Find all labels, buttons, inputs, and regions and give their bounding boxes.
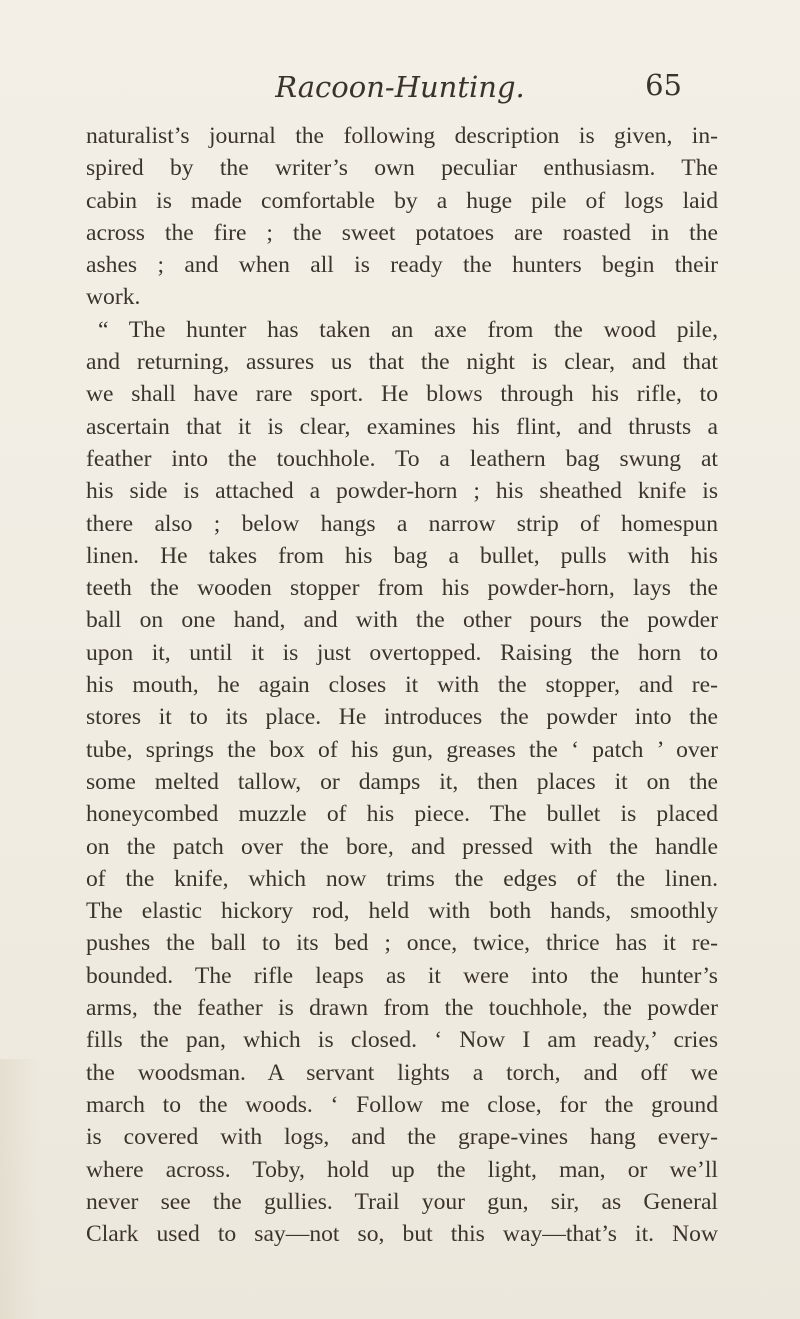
running-title: Racoon-Hunting. xyxy=(275,70,525,104)
text-line: fills the pan, which is closed. ‘ Now I am ready,’ cries xyxy=(86,1027,718,1054)
text-line: on the patch over the bore, and pressed with the handle xyxy=(86,833,718,860)
text-line: pushes the ball to its bed ; once, twice, thrice has it re- xyxy=(86,930,718,957)
text-line: bounded. The rifle leaps as it were into the hunter’s xyxy=(86,962,718,989)
text-line: of the knife, which now trims the edges of the linen. xyxy=(86,865,718,892)
text-line: some melted tallow, or damps it, then places it on the xyxy=(86,768,718,795)
text-line: is covered with logs, and the grape-vines hang every- xyxy=(86,1124,718,1151)
text-line: never see the gullies. Trail your gun, sir, as General xyxy=(86,1188,718,1215)
text-line: there also ; below hangs a narrow strip of homespun xyxy=(86,510,718,537)
text-line: arms, the feather is drawn from the touchhole, the powder xyxy=(86,995,718,1022)
text-line: linen. He takes from his bag a bullet, pulls with his xyxy=(86,542,718,569)
text-line: feather into the touchhole. To a leathern bag swung at xyxy=(86,445,718,472)
page-header xyxy=(100,64,700,108)
text-line: teeth the wooden stopper from his powder-horn, lays the xyxy=(86,575,718,602)
text-line: ball on one hand, and with the other pours the powder xyxy=(86,607,718,634)
text-line: where across. Toby, hold up the light, man, or we’ll xyxy=(86,1156,718,1183)
text-line: across the fire ; the sweet potatoes are roasted in the xyxy=(86,219,718,246)
text-line: the woodsman. A servant lights a torch, and off we xyxy=(86,1059,718,1086)
text-line: we shall have rare sport. He blows through his rifle, to xyxy=(86,381,718,408)
text-line: his mouth, he again closes it with the stopper, and re- xyxy=(86,672,718,699)
text-line: work. xyxy=(86,284,141,311)
text-line: honeycombed muzzle of his piece. The bullet is placed xyxy=(86,801,718,828)
text-line: ascertain that it is clear, examines his flint, and thrusts a xyxy=(86,413,718,440)
text-line: and returning, assures us that the night is clear, and that xyxy=(86,349,718,376)
text-line: naturalist’s journal the following description is given, in- xyxy=(86,123,718,149)
page-stain xyxy=(0,1059,40,1319)
text-line: his side is attached a powder-horn ; his sheathed knife is xyxy=(86,478,718,505)
text-line: stores it to its place. He introduces the powder into the xyxy=(86,704,718,731)
text-line: cabin is made comfortable by a huge pile of logs laid xyxy=(86,187,718,214)
text-line: Clark used to say—not so, but this way—that’s it. Now xyxy=(86,1221,718,1248)
text-line: tube, springs the box of his gun, greases the ‘ patch ’ over xyxy=(86,736,718,763)
page-number: 65 xyxy=(645,68,682,102)
text-line: spired by the writer’s own peculiar enthusiasm. The xyxy=(86,155,718,182)
body-text xyxy=(86,120,718,1250)
text-line: The elastic hickory rod, held with both hands, smoothly xyxy=(86,898,718,925)
text-line: march to the woods. ‘ Follow me close, for the ground xyxy=(86,1091,718,1118)
text-line: “ The hunter has taken an axe from the wood pile, xyxy=(98,316,718,343)
text-line: upon it, until it is just overtopped. Raising the horn to xyxy=(86,639,718,666)
text-line: ashes ; and when all is ready the hunters begin their xyxy=(86,252,718,279)
